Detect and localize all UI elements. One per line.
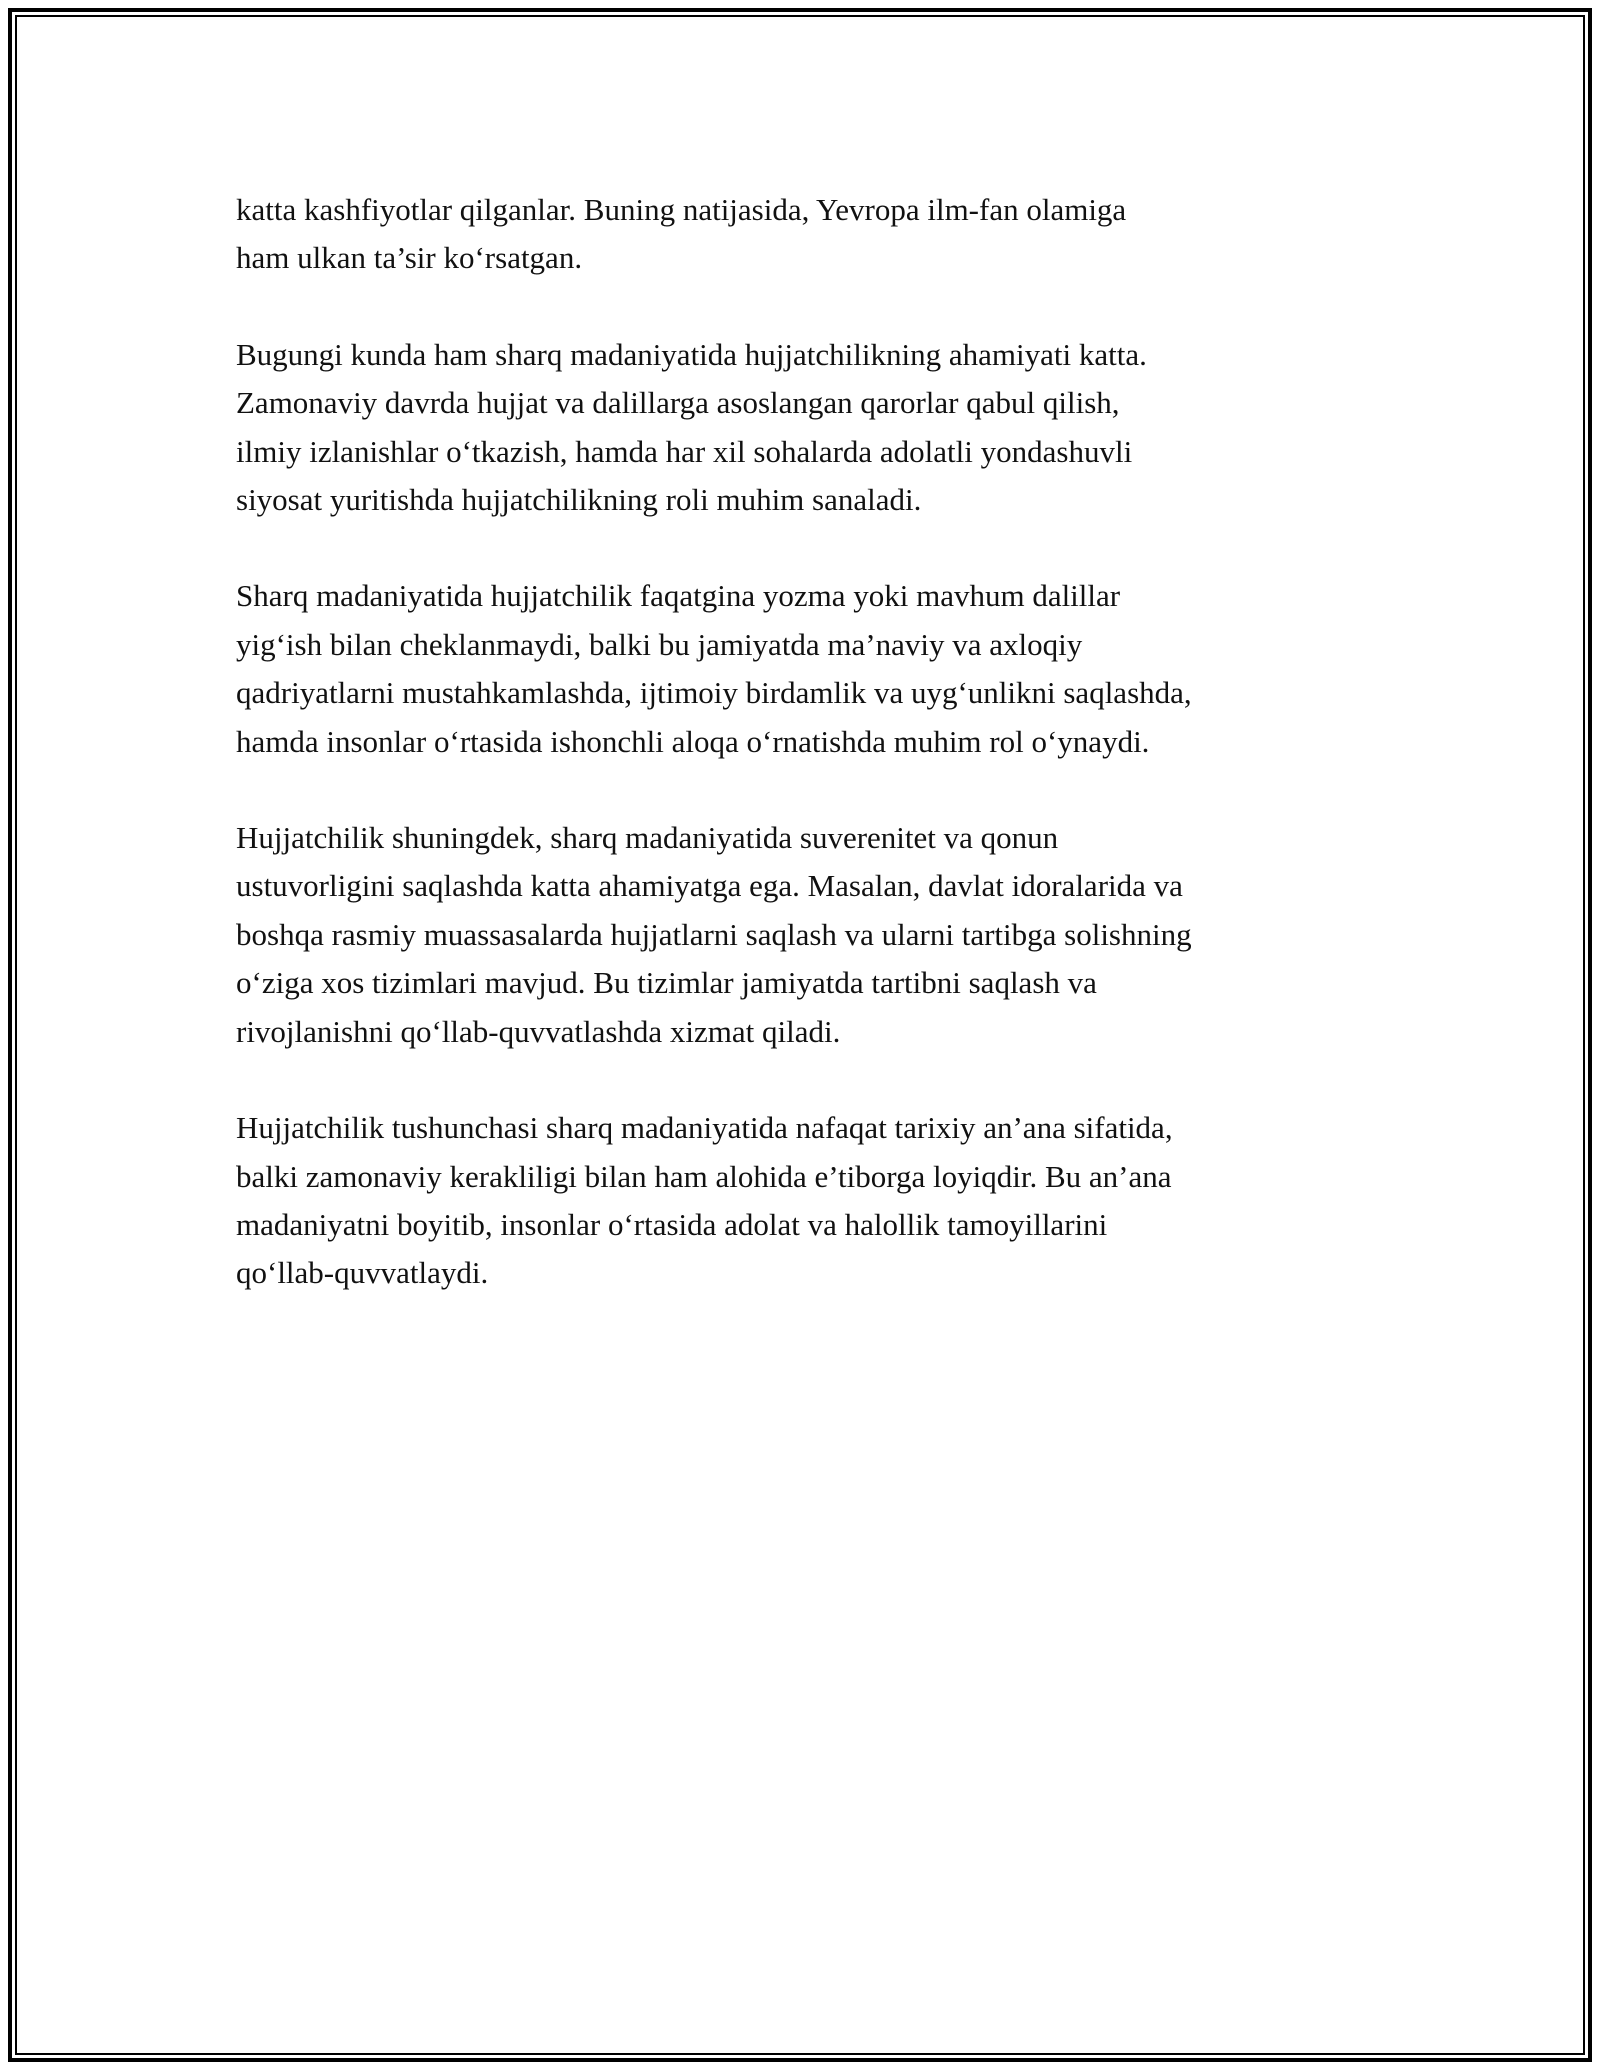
text-line: ham ulkan ta’sir ko‘rsatgan. bbox=[236, 240, 583, 276]
text-line: qadriyatlarni mustahkamlashda, ijtimoiy birdamlik va uyg‘unlikni saqlashda, bbox=[236, 675, 1192, 711]
text-line: siyosat yuritishda hujjatchilikning roli muhim sanaladi. bbox=[236, 482, 922, 518]
text-line: o‘ziga xos tizimlari mavjud. Bu tizimlar jamiyatda tartibni saqlash va bbox=[236, 965, 1097, 1001]
text-line: Zamonaviy davrda hujjat va dalillarga asoslangan qarorlar qabul qilish, bbox=[236, 385, 1120, 421]
paragraph-3 bbox=[236, 572, 1386, 766]
paragraph-4 bbox=[236, 814, 1386, 1056]
text-line: Sharq madaniyatida hujjatchilik faqatgina yozma yoki mavhum dalillar bbox=[236, 578, 1121, 614]
text-line: katta kashfiyotlar qilganlar. Buning natijasida, Yevropa ilm-fan olamiga bbox=[236, 192, 1127, 227]
text-line: Bugungi kunda ham sharq madaniyatida hujjatchilikning ahamiyati katta. bbox=[236, 336, 1147, 372]
text-line: Hujjatchilik tushunchasi sharq madaniyatida nafaqat tarixiy an’ana sifatida, bbox=[236, 1110, 1173, 1146]
text-line: balki zamonaviy kerakliligi bilan ham alohida e’tiborga loyiqdir. Bu an’ana bbox=[236, 1158, 1172, 1194]
text-line: boshqa rasmiy muassasalarda hujjatlarni saqlash va ularni tartibga solishning bbox=[236, 916, 1192, 952]
text-line: Hujjatchilik shuningdek, sharq madaniyatida suverenitet va qonun bbox=[236, 820, 1059, 856]
paragraph-5 bbox=[236, 1104, 1386, 1298]
text-line: ilmiy izlanishlar o‘tkazish, hamda har xil sohalarda adolatli yondashuvli bbox=[236, 433, 1133, 469]
text-line: madaniyatni boyitib, insonlar o‘rtasida adolat va halollik tamoyillarini bbox=[236, 1206, 1108, 1242]
paragraph-1 bbox=[236, 186, 1386, 283]
text-line: qo‘llab-quvvatlaydi. bbox=[236, 1255, 489, 1291]
text-line: hamda insonlar o‘rtasida ishonchli aloqa o‘rnatishda muhim rol o‘ynaydi. bbox=[236, 723, 1150, 759]
document-body bbox=[236, 186, 1386, 1346]
text-line: yig‘ish bilan cheklanmaydi, balki bu jamiyatda ma’naviy va axloqiy bbox=[236, 626, 1083, 662]
paragraph-2 bbox=[236, 331, 1386, 525]
text-line: ustuvorligini saqlashda katta ahamiyatga ega. Masalan, davlat idoralarida va bbox=[236, 868, 1183, 904]
text-line: rivojlanishni qo‘llab-quvvatlashda xizmat qiladi. bbox=[236, 1013, 841, 1049]
